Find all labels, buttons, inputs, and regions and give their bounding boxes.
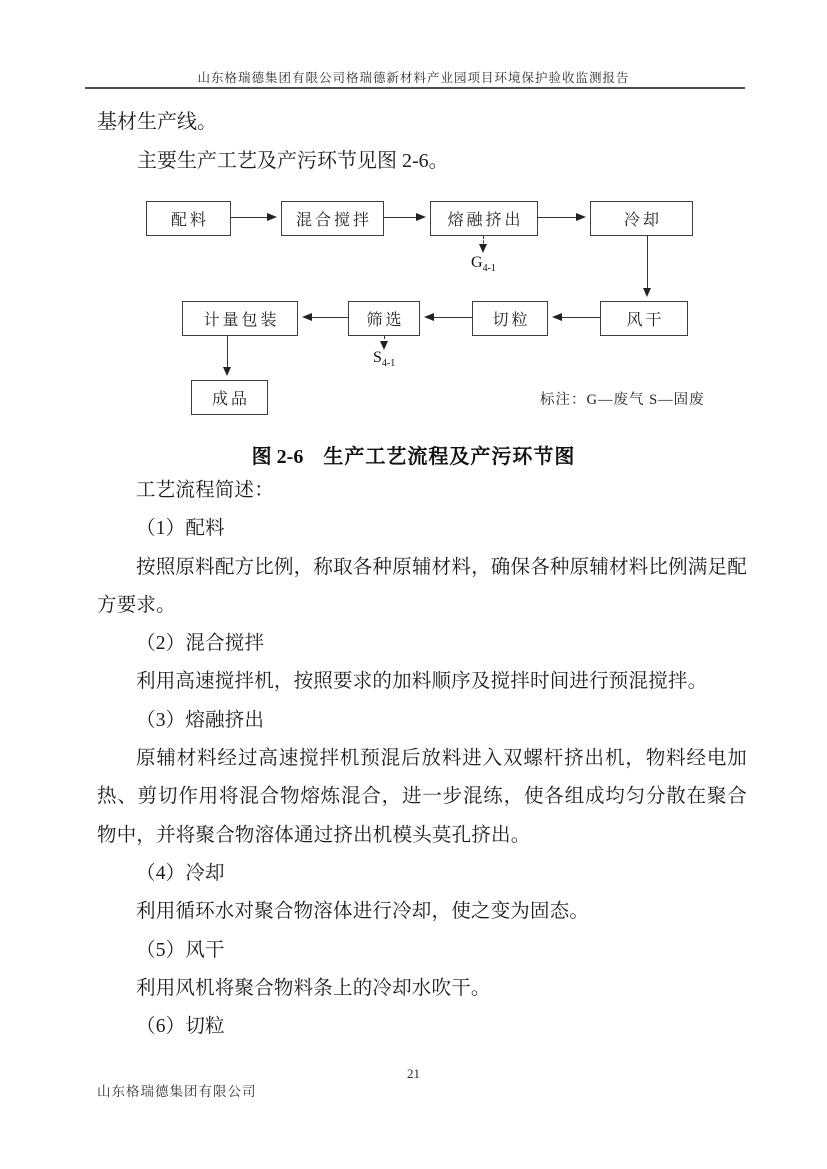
flow-box-cooling: 冷却 <box>590 201 693 236</box>
paragraph: （2）混合搅拌 <box>136 633 265 655</box>
paragraph: 利用高速搅拌机，按照要求的加料顺序及搅拌时间进行预混搅拌。 <box>136 671 708 693</box>
gas-subscript: 4-1 <box>482 263 496 275</box>
dashed-arrow-gas-emission <box>483 236 484 248</box>
flow-box-screening: 筛选 <box>348 301 420 336</box>
solid-symbol: S <box>373 349 382 366</box>
figure-caption <box>0 440 827 469</box>
flow-box-pelletizing: 切粒 <box>472 301 548 336</box>
solid-waste-label <box>373 349 395 369</box>
arrow-extrusion-to-cooling <box>538 217 580 218</box>
arrow-packing-to-product <box>227 336 228 371</box>
flowchart-legend-note: 标注：G—废气 S—固废 <box>540 392 705 408</box>
paragraph: （6）切粒 <box>136 1016 225 1038</box>
paragraph: 利用风机将聚合物料条上的冷却水吹干。 <box>136 977 491 999</box>
footer-company-name: 山东格瑞德集团有限公司 <box>97 1084 257 1099</box>
paragraph: 基材生产线。 <box>97 111 217 133</box>
dashed-arrow-solid-waste <box>384 336 385 345</box>
solid-subscript: 4-1 <box>381 358 396 370</box>
body-text-block <box>97 472 747 1046</box>
intro-block <box>97 103 747 180</box>
arrow-airdry-to-pelletizing <box>558 317 600 318</box>
paragraph: （3）熔融挤出 <box>136 709 265 731</box>
gas-symbol: G <box>471 254 483 271</box>
arrow-mixing-to-extrusion <box>384 217 420 218</box>
paragraph: 原辅材料经过高速搅拌机预混后放料进入双螺杆挤出机，物料经电加热、剪切作用将混合物熔炼混合，进一步混练，使各组成均匀分散在聚合物中，并将聚合物溶体通过挤出机模头莫孔挤出。 <box>97 748 747 846</box>
arrow-batching-to-mixing <box>231 217 271 218</box>
figure-number: 图 2-6 <box>251 446 304 468</box>
header-rule <box>85 87 745 89</box>
paragraph: （4）冷却 <box>136 862 225 884</box>
flow-box-air-drying: 风干 <box>600 301 688 336</box>
paragraph: （1）配料 <box>136 518 225 540</box>
gas-emission-label <box>471 254 496 274</box>
paragraph: 主要生产工艺及产污环节见图 2-6。 <box>137 149 449 172</box>
arrow-screening-to-packing <box>308 317 348 318</box>
flow-box-batching: 配料 <box>146 201 231 236</box>
paragraph: 利用循环水对聚合物溶体进行冷却，使之变为固态。 <box>136 901 590 923</box>
arrow-pelletizing-to-screening <box>430 317 472 318</box>
figure-title: 生产工艺流程及产污环节图 <box>323 446 576 468</box>
paragraph: （5）风干 <box>136 939 225 961</box>
arrow-cooling-to-airdry <box>647 236 648 292</box>
paragraph: 按照原料配方比例，称取各种原辅材料，确保各种原辅材料比例满足配方要求。 <box>97 556 747 616</box>
flow-box-melt-extrusion: 熔融挤出 <box>430 201 538 236</box>
flow-box-weighing-packing: 计量包装 <box>182 301 298 336</box>
page-number: 21 <box>407 1066 420 1081</box>
flow-box-product: 成品 <box>191 380 268 415</box>
paragraph: 工艺流程简述： <box>136 480 274 501</box>
flow-box-mixing: 混合搅拌 <box>281 201 384 236</box>
page-header-title: 山东格瑞德集团有限公司格瑞德新材料产业园项目环境保护验收监测报告 <box>197 71 630 85</box>
